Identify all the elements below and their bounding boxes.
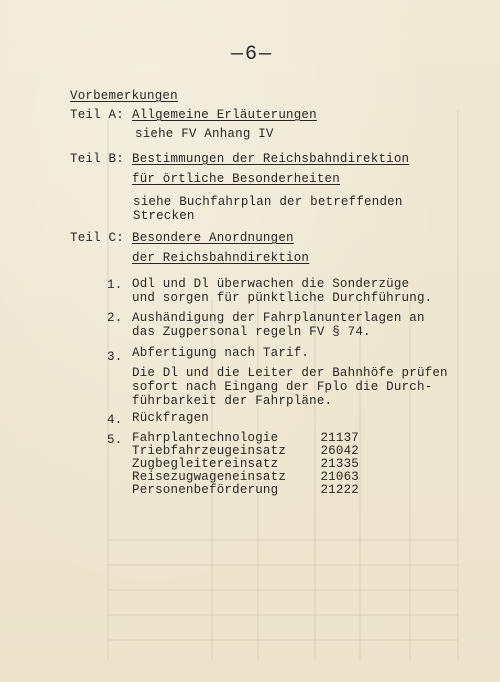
teil-b-title-line1: Bestimmungen der Reichsbahndirektion	[132, 152, 410, 166]
item-3-line3: sofort nach Eingang der Fplo die Durch-	[132, 380, 433, 394]
page-number: —6—	[231, 43, 274, 66]
contact-number: 26042	[320, 444, 359, 458]
item-1-number: 1.	[107, 278, 123, 292]
contact-name: Zugbegleitereinsatz	[132, 457, 279, 471]
contact-number: 21222	[320, 483, 359, 497]
teil-b-text-line1: siehe Buchfahrplan der betreffenden	[133, 195, 403, 209]
teil-b-title-line2: für örtliche Besonderheiten	[132, 172, 340, 186]
item-3-line2: Die Dl und die Leiter der Bahnhöfe prüfen	[132, 366, 448, 380]
item-2-line2: das Zugpersonal regeln FV § 74.	[132, 325, 371, 339]
contact-name: Personenbeförderung	[132, 483, 279, 497]
teil-a-title: Allgemeine Erläuterungen	[132, 108, 317, 122]
teil-c-label: Teil C:	[70, 231, 124, 245]
teil-c-title-line1: Besondere Anordnungen	[132, 231, 294, 245]
item-5-number: 5.	[107, 433, 123, 447]
teil-b-text-line2: Strecken	[133, 209, 195, 223]
item-3-number: 3.	[107, 350, 123, 364]
contact-name: Triebfahrzeugeinsatz	[132, 444, 287, 458]
contact-number: 21335	[320, 457, 359, 471]
item-1-line1: Odl und Dl überwachen die Sonderzüge	[132, 277, 410, 291]
heading-vorbemerkungen: Vorbemerkungen	[70, 89, 178, 103]
contact-name: Reisezugwageneinsatz	[132, 470, 287, 484]
teil-a-reference: siehe FV Anhang IV	[135, 127, 274, 141]
contact-name: Fahrplantechnologie	[132, 431, 279, 445]
item-3-line4: führbarkeit der Fahrpläne.	[132, 394, 333, 408]
item-3-line1: Abfertigung nach Tarif.	[132, 346, 310, 360]
item-4-line1: Rückfragen	[132, 411, 210, 425]
item-1-line2: und sorgen für pünktliche Durchführung.	[132, 291, 433, 305]
item-2-line1: Aushändigung der Fahrplanunterlagen an	[132, 311, 425, 325]
contact-number: 21137	[320, 431, 359, 445]
item-4-number: 4.	[107, 413, 123, 427]
teil-c-title-line2: der Reichsbahndirektion	[132, 251, 310, 265]
contact-number: 21063	[320, 470, 359, 484]
teil-a-label: Teil A:	[70, 108, 124, 122]
teil-b-label: Teil B:	[70, 152, 124, 166]
item-2-number: 2.	[107, 311, 123, 325]
